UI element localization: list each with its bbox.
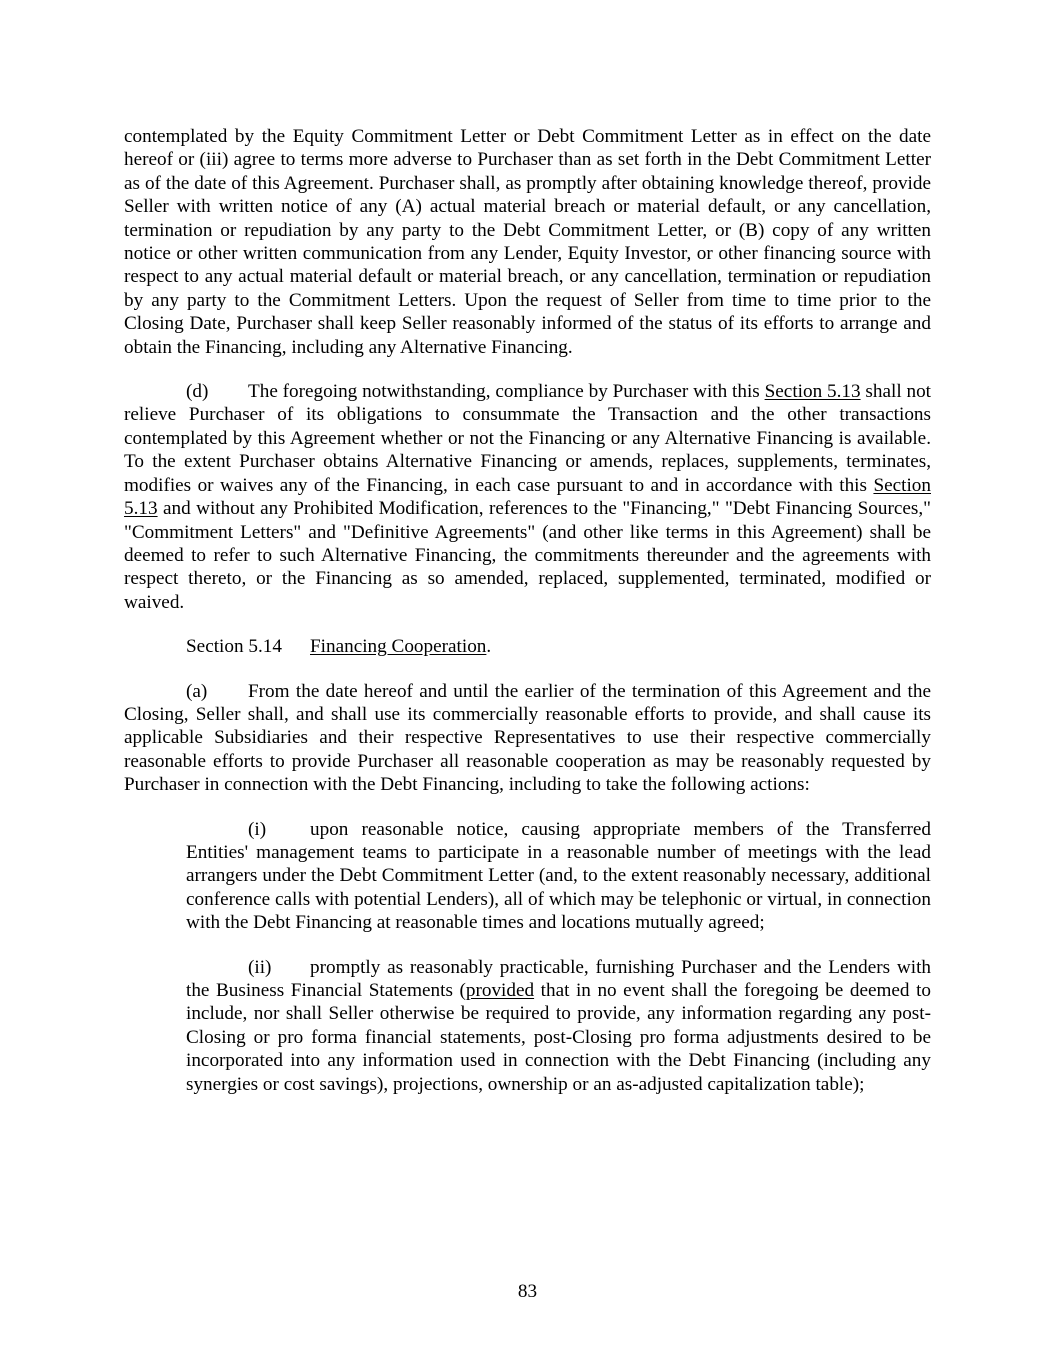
paragraph-i: (i) upon reasonable notice, causing appropriate members of the Transferred Entities' management teams to participate in a reasonable number of meetings with the lead arrangers under the Debt Commitment Letter (and, to the extent reasonably necessary, additional conference calls with potential Lenders), all of which may be telephonic or virtual, in connection with the Debt Financing at reasonable times and locations mutually agreed; — [186, 818, 931, 934]
section-title: Financing Cooperation — [310, 636, 487, 658]
paragraph-a: (a) From the date hereof and until the earlier of the termination of this Agreement and the Closing, Seller shall, and shall use its commercially reasonable efforts to provide, and shall cause its applicable Subsidiaries and their respective Representatives to use their respective commercially reasonable efforts to provide Purchaser all reasonable cooperation as may be reasonably requested by Purchaser in connection with the Debt Financing, including to take the following actions: — [124, 680, 931, 796]
paragraph-number: (a) — [186, 680, 208, 702]
section-reference: Section 5.13 — [124, 474, 931, 520]
paragraph-number: (i) — [248, 818, 267, 840]
section-heading: Section 5.14 Financing Cooperation. — [186, 636, 492, 658]
paragraph-ii: (ii) promptly as reasonably practicable, furnishing Purchaser and the Lenders with the Business Financial Statements (provided that in no event shall the foregoing be deemed to include, nor shall Seller otherwise be required to provide, any information regarding any post-Closing or pro forma financial statements, post-Closing pro forma adjustments desired to be incorporated into any information used in connection with the Debt Financing (including any synergies or cost savings), projections, ownership or an as-adjusted capitalization table); — [186, 956, 932, 1095]
document-body — [124, 125, 931, 1096]
paragraph-d: (d) The foregoing notwithstanding, compliance by Purchaser with this Section 5.13 shall not relieve Purchaser of its obligations to consummate the Transaction and the other transactions contemplated by this Agreement whether or not the Financing or any Alternative Financing is available. To the extent Purchaser obtains Alternative Financing or amends, replaces, supplements, terminates, modifies or waives any of the Financing, in each case pursuant to and in accordance with this Section 5.13 and without any Prohibited Modification, references to the "Financing," "Debt Financing Sources," "Commitment Letters" and "Definitive Agreements" (and other like terms in this Agreement) shall be deemed to refer to such Alternative Financing, the commitments thereunder and the agreements with respect thereto, or the Financing as so amended, replaced, supplemented, terminated, modified or waived. — [124, 381, 931, 613]
page-number: 83 — [517, 1281, 538, 1302]
paragraph-number: (d) — [186, 381, 209, 403]
section-reference: Section 5.13 — [764, 381, 861, 403]
section-number: Section 5.14 — [186, 636, 282, 658]
paragraph-continuation: contemplated by the Equity Commitment Letter or Debt Commitment Letter as in effect on the date hereof or (iii) agree to terms more adverse to Purchaser than as set forth in the Debt Commitment Letter as of the date of this Agreement. Purchaser shall, as promptly after obtaining knowledge thereof, provide Seller with written notice of any (A) actual material breach or material default, or any cancellation, termination or repudiation by any party to the Debt Commitment Letter, or (B) copy of any written notice or other written communication from any Lender, Equity Investor, or other financing source with respect to any actual material default or material breach, or any cancellation, termination or repudiation by any party to the Commitment Letters. Upon the request of Seller from time to time prior to the Closing Date, Purchaser shall keep Seller reasonably informed of the status of its efforts to arrange and obtain the Financing, including any Alternative Financing. — [124, 126, 931, 358]
defined-term: provided — [465, 980, 535, 1001]
paragraph-number: (ii) — [248, 956, 272, 978]
